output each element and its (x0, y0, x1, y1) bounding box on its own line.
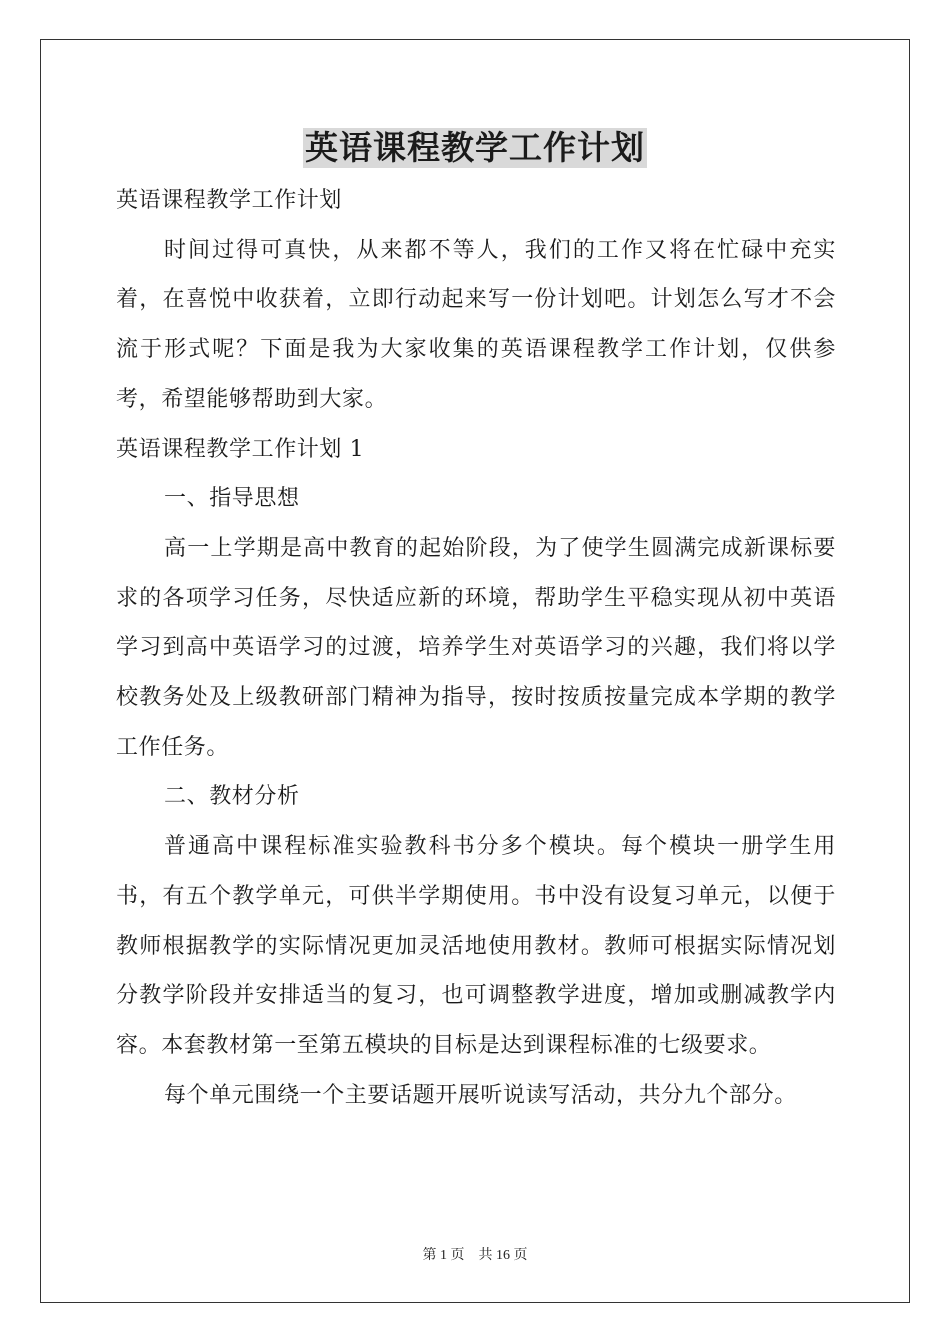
section-heading-guiding-ideas: 一、指导思想 (164, 486, 300, 512)
page-footer (0, 1244, 950, 1264)
page-total: 共 16 页 (478, 1248, 528, 1263)
paragraph-guiding-ideas: 高一上学期是高中教育的起始阶段，为了使学生圆满完成新课标要求的各项学习任务，尽快适应新的环境，帮助学生平稳实现从初中英语学习到高中英语学习的过渡，培养学生对英语学习的兴趣，我们将以学校教务处及上级教研部门精神为指导，按时按质按量完成本学期的教学工作任务。 (116, 535, 836, 760)
section-heading-textbook-analysis: 二、教材分析 (164, 784, 300, 810)
paragraph-textbook-analysis: 普通高中课程标准实验教科书分多个模块。每个模块一册学生用书，有五个教学单元，可供半学期使用。书中没有设复习单元，以便于教师根据教学的实际情况更加灵活地使用教材。教师可根据实际情况划分教学阶段并安排适当的复习，也可调整教学进度，增加或删减教学内容。本套教材第一至第五模块的目标是达到课程标准的七级要求。 (116, 834, 836, 1058)
document-body (116, 176, 836, 1120)
paragraph-intro: 时间过得可真快，从来都不等人，我们的工作又将在忙碌中充实着，在喜悦中收获着，立即行动起来写一份计划吧。计划怎么写才不会流于形式呢？下面是我为大家收集的英语课程教学工作计划，仅供参考，希望能够帮助到大家。 (116, 237, 836, 412)
page-number: 第 1 页 (422, 1248, 465, 1263)
paragraph-subtitle: 英语课程教学工作计划 (116, 188, 343, 213)
paragraph-unit-structure: 每个单元围绕一个主要话题开展听说读写活动，共分九个部分。 (164, 1082, 797, 1108)
document-title (0, 128, 950, 172)
document-title-text: 英语课程教学工作计划 (305, 128, 645, 167)
paragraph-plan-heading: 英语课程教学工作计划 1 (116, 436, 365, 462)
